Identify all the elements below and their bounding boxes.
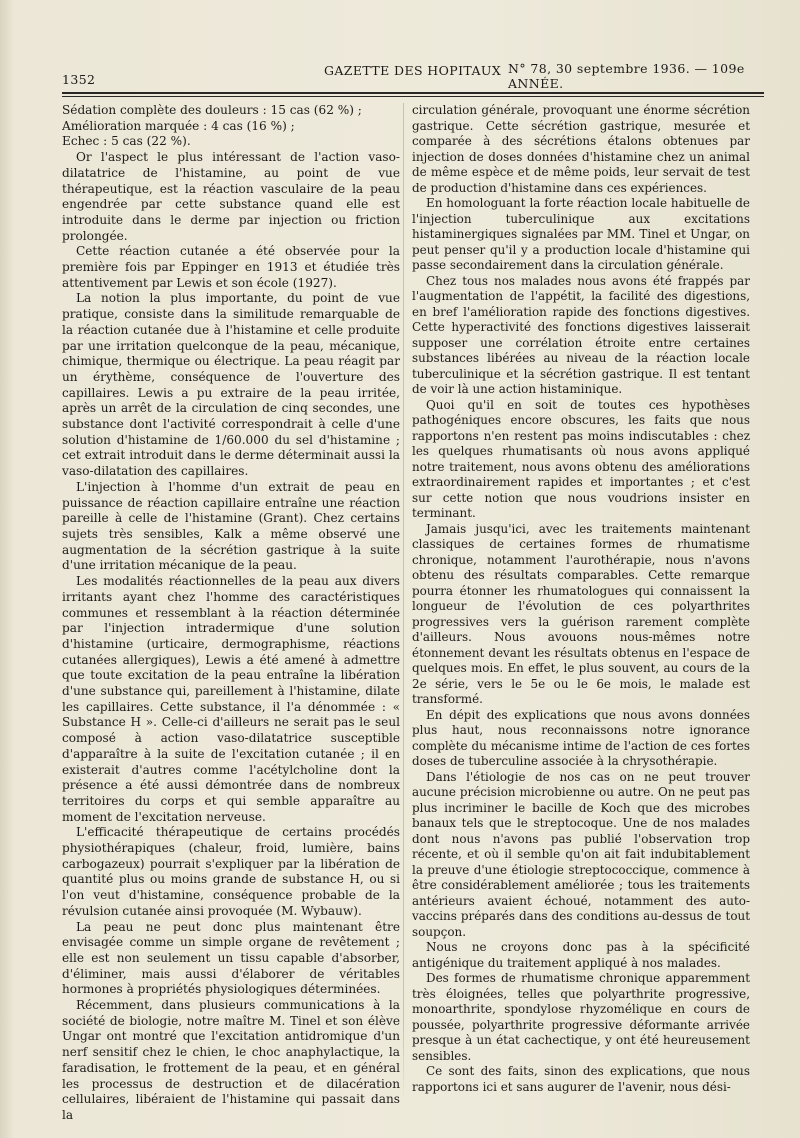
paragraph: L'efficacité thérapeutique de certains procédés physiothérapiques (chaleur, froid, lumière, bains carbogazeux) pourrait s'expliquer par la libération de quantité plus ou moins grande de substance H, ou si l'on veut d'histamine, conséquence probable de la révulsion cutanée ainsi provoquée (M. Wybauw). (62, 825, 400, 918)
paragraph: Nous ne croyons donc pas à la spécificité antigénique du traitement appliqué à nos malades. (412, 940, 750, 970)
result-line: Echec : 5 cas (22 %). (62, 134, 191, 149)
journal-title: GAZETTE DES HOPITAUX (324, 63, 502, 78)
paragraph: Cette réaction cutanée a été observée pour la première fois par Eppinger en 1913 et étudiée très attentivement par Lewis et son école (1927). (62, 244, 400, 290)
left-column (62, 103, 400, 1124)
result-line: Sédation complète des douleurs : 15 cas (62 %) ; (62, 103, 362, 117)
right-column (412, 103, 750, 1095)
paragraph: Les modalités réactionnelles de la peau aux divers irritants ayant chez l'homme des caractéristiques communes et ressemblant à la réaction déterminée par l'injection intradermique d'une solution d'histamine (urticaire, dermographisme, réactions cutanées allergiques), Lewis a été amené à admettre que toute excitation de la peau entraîne la libération d'une substance qui, pareillement à l'histamine, dilate les capillaires. Cette substance, il l'a dénommée : « Substance H ». Celle-ci d'ailleurs ne serait pas le seul composé à action vaso-dilatatrice susceptible d'apparaître à la suite de l'excitation cutanée ; il en existerait d'autres comme l'acétylcholine dont la présence a été aussi démontrée dans de nombreux territoires du corps et qui semble apparaître au moment de l'excitation nerveuse. (62, 574, 400, 824)
paragraph: Dans l'étiologie de nos cas on ne peut trouver aucune précision microbienne ou autre. On ne peut pas plus incriminer le bacille de Koch que des microbes banaux tels que le streptocoque. Une de nos malades dont nous n'avons pas publié l'observation trop récente, et où il semble qu'on ait fait indubitablement la preuve d'une étiologie streptococcique, commence à être considérablement améliorée ; tous les traitements antérieurs avaient échoué, notamment des auto-vaccins préparés dans des conditions au-dessus de tout soupçon. (412, 769, 750, 939)
issue-line: N° 78, 30 septembre 1936. — 109e ANNÉE. (508, 61, 745, 91)
paragraph: Ce sont des faits, sinon des explications, que nous rapportons ici et sans augurer de l'avenir, nous dési- (412, 1064, 750, 1094)
page-header (62, 60, 762, 91)
header-rule-thick (62, 92, 764, 94)
paragraph: circulation générale, provoquant une énorme sécrétion gastrique. Cette sécrétion gastrique, mesurée et comparée à des sécrétions étalons obtenues par injection de doses données d'histamine chez un animal de même espèce et de même poids, leur servait de test de production d'histamine dans ces expériences. (412, 103, 750, 195)
header-rule-thin (62, 96, 764, 97)
paragraph: L'injection à l'homme d'un extrait de peau en puissance de réaction capillaire entraîne une réaction pareille à celle de l'histamine (Grant). Chez certains sujets très sensibles, Kalk a même observé une augmentation de la sécrétion gastrique à la suite d'une irritation mécanique de la peau. (62, 479, 400, 573)
page-number: 1352 (62, 72, 96, 87)
paragraph: Chez tous nos malades nous avons été frappés par l'augmentation de l'appétit, la facilité des digestions, en bref l'amélioration rapide des fonctions digestives. Cette hyperactivité des fonctions digestives laisserait supposer une corrélation étroite entre certaines substances libérées au niveau de la réaction locale tuberculinique et la sécrétion gastrique. Il est tentant de voir là une action histaminique. (412, 273, 750, 396)
column-divider (403, 103, 404, 1103)
paragraph: Quoi qu'il en soit de toutes ces hypothèses pathogéniques encore obscures, les faits que nous rapportons n'en restent pas moins indiscutables : chez les quelques rhumatisants où nous avons appliqué notre traitement, nous avons obtenu des améliorations extraordinairement rapides et importantes ; et c'est sur cette notion que nous voudrions insister en terminant. (412, 397, 750, 520)
paragraph: La peau ne peut donc plus maintenant être envisagée comme un simple organe de revêtement ; elle est non seulement un tissu capable d'absorber, d'éliminer, mais aussi d'élaborer de véritables hormones à propriétés physiologiques déterminées. (62, 919, 400, 997)
paragraph: Or l'aspect le plus intéressant de l'action vaso-dilatatrice de l'histamine, au point de vue thérapeutique, est la réaction vasculaire de la peau engendrée par cette substance quand elle est introduite dans le derme par injection ou friction prolongée. (62, 150, 400, 243)
paragraph: Jamais jusqu'ici, avec les traitements maintenant classiques de certaines formes de rhumatisme chronique, notamment l'aurothérapie, nous n'avons obtenu des résultats comparables. Cette remarque pourra étonner les rhumatologues qui connaissent la longueur de l'évolution de ces polyarthrites progressives vers la guérison rarement complète d'ailleurs. Nous avouons nous-mêmes notre étonnement devant les résultats obtenus en l'espace de quelques mois. En effet, le plus souvent, au cours de la 2e série, vers le 5e ou le 6e mois, le malade est transformé. (412, 521, 750, 706)
paragraph: En dépit des explications que nous avons données plus haut, nous reconnaissons notre ignorance complète du mécanisme intime de l'action de ces fortes doses de tuberculine associée à la chrysothérapie. (412, 707, 750, 768)
result-line: Amélioration marquée : 4 cas (16 %) ; (62, 118, 295, 133)
paragraph: Des formes de rhumatisme chronique apparemment très éloignées, telles que polyarthrite progressive, monoarthrite, spondylose rhyzomélique en cours de poussée, polyarthrite progressive déformante arrivée presque à un état cachectique, y ont été heureusement sensibles. (412, 971, 750, 1063)
paragraph: Récemment, dans plusieurs communications à la société de biologie, notre maître M. Tinel et son élève Ungar ont montré que l'excitation antidromique d'un nerf sensitif chez le chien, le choc anaphylactique, la faradisation, le frottement de la peau, et en général les processus de destruction et de dilacération cellulaires, libéraient de l'histamine qui passait dans la (62, 998, 400, 1122)
paragraph: En homologuant la forte réaction locale habituelle de l'injection tuberculinique aux excitations histaminergiques signalées par MM. Tinel et Ungar, on peut penser qu'il y a production locale d'histamine qui passe secondairement dans la circulation générale. (412, 196, 750, 272)
paragraph: La notion la plus importante, du point de vue pratique, consiste dans la similitude remarquable de la réaction cutanée due à l'histamine et celle produite par une irritation quelconque de la peau, mécanique, chimique, thermique ou électrique. La peau réagit par un érythème, conséquence de l'ouverture des capillaires. Lewis a pu extraire de la peau irritée, après un arrêt de la circulation de cinq secondes, une substance dont l'activité correspondrait à celle d'une solution d'histamine de 1/60.000 du sel d'histamine ; cet extrait introduit dans le derme déterminait aussi la vaso-dilatation des capillaires. (62, 291, 400, 479)
